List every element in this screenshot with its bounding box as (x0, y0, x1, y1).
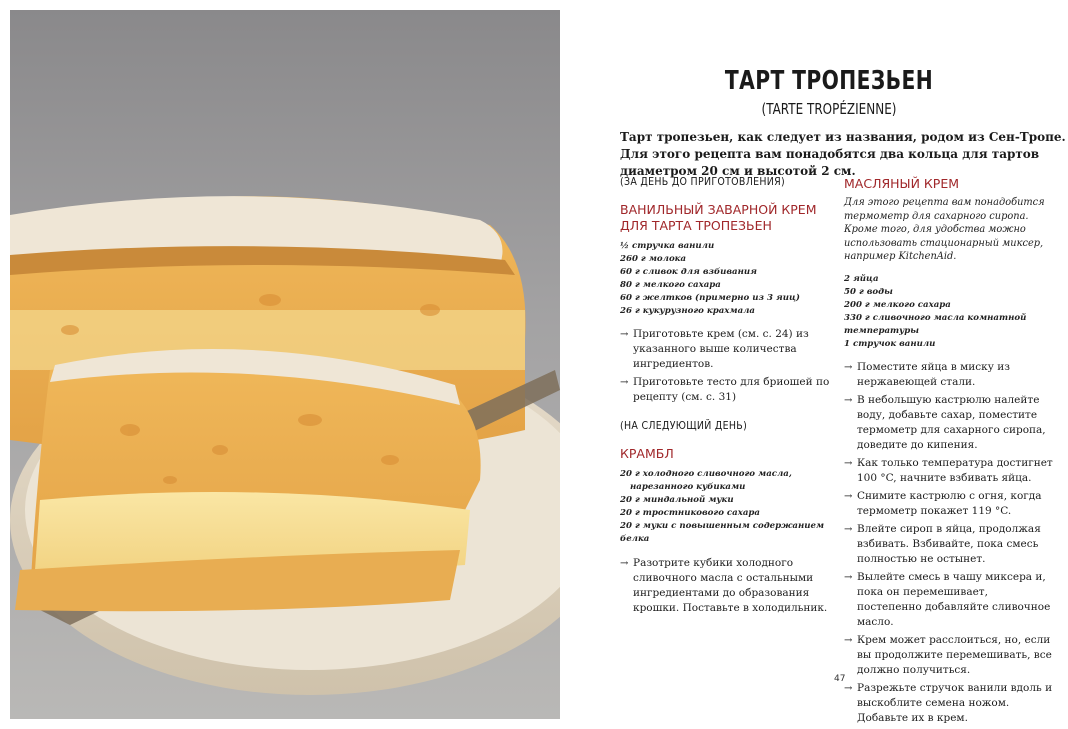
step (844, 681, 1054, 726)
step-text: Разотрите кубики холодного сливочного масла с остальными ингредиентами до образования крошки. Поставьте в холодильник. (633, 556, 828, 614)
tart-photo (10, 10, 560, 719)
ingredient: 2 яйца (844, 273, 879, 284)
arrow-icon: → (844, 362, 853, 374)
arrow-icon: → (844, 524, 853, 536)
left-column (620, 176, 830, 619)
butter-steps (844, 360, 1054, 726)
cream-steps (620, 327, 830, 405)
step (620, 327, 830, 372)
step-text: Вылейте смесь в чашу миксера и, пока он перемешивает, постепенно добавляйте сливочное масло. (857, 571, 1051, 629)
ingredient: 330 г сливочного масла комнатной температуры (844, 312, 1027, 336)
step-text: Как только температура достигнет 100 °C, начните взбивать яйца. (857, 457, 1053, 485)
crumble-steps (620, 556, 830, 616)
cream-title-line-2: ДЛЯ ТАРТА ТРОПЕЗЬЕН (620, 218, 772, 233)
next-day-label: (НА СЛЕДУЮЩИЙ ДЕНЬ) (620, 420, 748, 433)
page-number: 47 (834, 674, 846, 684)
step (844, 570, 1054, 630)
arrow-icon: → (620, 557, 629, 569)
ingredient: 26 г кукурузного крахмала (620, 305, 755, 316)
crumble-title: КРАМБЛ (620, 446, 674, 462)
step (844, 522, 1054, 567)
arrow-icon: → (844, 572, 853, 584)
recipe-subtitle: (TARTE TROPÉZIENNE) (761, 100, 897, 118)
arrow-icon: → (844, 491, 853, 503)
butter-ingredients (844, 273, 1054, 350)
ingredient: 50 г воды (844, 286, 893, 297)
arrow-icon: → (620, 377, 629, 389)
ingredient: ½ стручка ванили (620, 241, 715, 251)
arrow-icon: → (620, 329, 629, 341)
day-before-label: (ЗА ДЕНЬ ДО ПРИГОТОВЛЕНИЯ) (620, 176, 785, 188)
recipe-title: ТАРТ ТРОПЕЗЬЕН (724, 66, 934, 96)
ingredient: 20 г тростникового сахара (620, 508, 761, 519)
step-text: Приготовьте тесто для бриошей по рецепту (см. с. 31) (633, 376, 830, 404)
step-text: Снимите кастрюлю с огня, когда термометр покажет 119 °C. (857, 490, 1042, 518)
ingredient: 60 г сливок для взбивания (620, 266, 757, 277)
step (844, 489, 1054, 519)
step-text: В небольшую кастрюлю налейте воду, добавьте сахар, поместите термометр для сахарного сиропа, доведите до кипения. (857, 394, 1046, 452)
cream-title-line-1: ВАНИЛЬНЫЙ ЗАВАРНОЙ КРЕМ (620, 202, 817, 217)
arrow-icon: → (844, 458, 853, 470)
cream-title (620, 202, 830, 234)
ingredient: нарезанного кубиками (630, 482, 746, 493)
ingredient: 200 г мелкого сахара (844, 299, 951, 310)
step-text: Разрежьте стручок ванили вдоль и выскоблите семена ножом. Добавьте их в крем. (857, 682, 1053, 725)
arrow-icon: → (844, 683, 853, 695)
ingredient: 20 г миндальной муки (620, 495, 734, 506)
step-text: Крем может расслоиться, но, если вы продолжите перемешивать, все должно получиться. (857, 634, 1052, 677)
butter-cream-note: Для этого рецепта вам понадобится термометр для сахарного сиропа. Кроме того, для удобства можно использовать стационарный миксер, например KitchenAid. (844, 197, 1045, 263)
step (620, 375, 830, 405)
step (844, 633, 1054, 678)
ingredient: 1 стручок ванили (844, 338, 936, 349)
step (844, 360, 1054, 390)
crumble-ingredients (620, 468, 830, 545)
step-text: Влейте сироп в яйца, продолжая взбивать. Взбивайте, пока смесь полностью не остынет. (857, 523, 1041, 566)
recipe-intro: Тарт тропезьен, как следует из названия, родом из Сен-Тропе. Для этого рецепта вам понадобятся два кольца для тартов диаметром 20 см и высотой 2 см. (620, 130, 1066, 178)
ingredient: 20 г муки с повышенным содержанием белка (620, 521, 825, 544)
step (844, 393, 1054, 453)
ingredient: 20 г холодного сливочного масла, (620, 469, 792, 480)
ingredient: 60 г желтков (примерно из 3 яиц) (620, 292, 800, 303)
butter-cream-title: МАСЛЯНЫЙ КРЕМ (844, 176, 959, 191)
ingredient: 260 г молока (620, 253, 687, 264)
recipe-page (590, 0, 1068, 729)
ingredient: 80 г мелкого сахара (620, 279, 721, 290)
right-column (844, 176, 1054, 729)
arrow-icon: → (844, 635, 853, 647)
cream-ingredients (620, 240, 830, 317)
step (844, 456, 1054, 486)
step-text: Поместите яйца в миску из нержавеющей стали. (857, 361, 1010, 389)
arrow-icon: → (844, 395, 853, 407)
step-text: Приготовьте крем (см. с. 24) из указанного выше количества ингредиентов. (633, 328, 809, 371)
step (620, 556, 830, 616)
